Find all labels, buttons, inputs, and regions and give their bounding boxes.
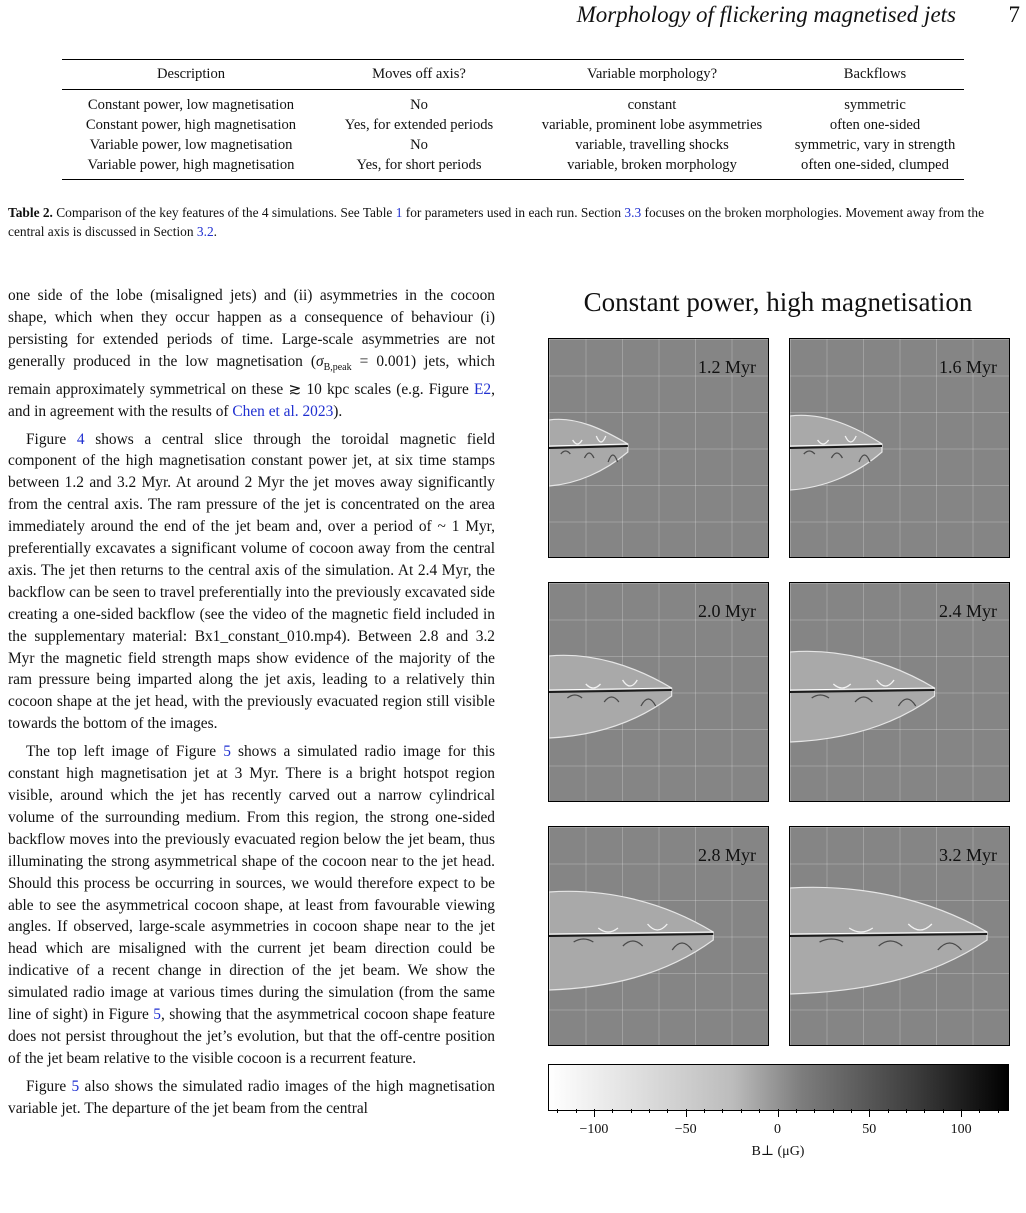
table-header-row	[62, 60, 964, 90]
column-header: Backflows	[786, 60, 964, 90]
colorbar-tick-label: 50	[862, 1122, 877, 1137]
caption-label: Table 2.	[8, 205, 53, 220]
table-cell: Yes, for short periods	[320, 155, 518, 180]
colorbar-minor-tick	[979, 1109, 980, 1113]
text-run: The top left image of Figure	[26, 743, 224, 761]
colorbar-minor-tick	[998, 1109, 999, 1113]
colorbar-minor-tick	[796, 1109, 797, 1113]
colorbar-minor-tick	[759, 1109, 760, 1113]
text-run: Figure	[26, 1077, 72, 1095]
caption-text: .	[213, 224, 218, 239]
figure-ref-link[interactable]: 5	[71, 1077, 80, 1095]
figure-ref-link[interactable]: 4	[76, 430, 85, 448]
text-run: = 0.001) jets, which remain approximately symmetrical on these ≳ 10 kpc scales (e.g. Figure	[8, 352, 495, 398]
colorbar-minor-tick	[557, 1109, 558, 1113]
table-row	[62, 155, 964, 180]
table-cell: Constant power, low magnetisation	[87, 97, 295, 113]
colorbar	[548, 1064, 1009, 1111]
text-run: Figure	[26, 430, 77, 448]
paragraph	[8, 429, 495, 736]
colorbar-tick-label: 0	[774, 1122, 781, 1137]
figure-ref-link[interactable]: E2	[474, 380, 492, 398]
colorbar-minor-tick	[594, 1109, 595, 1117]
panel-time-label: 3.2 Myr	[939, 845, 997, 865]
table-cell: Yes, for extended periods	[344, 117, 494, 133]
table-cell: variable, prominent lobe asymmetries	[541, 117, 763, 133]
colorbar-minor-tick	[686, 1109, 687, 1117]
panel-time-label: 2.0 Myr	[698, 601, 756, 621]
table-cell: No	[410, 97, 428, 113]
panel-time-label: 1.2 Myr	[698, 357, 756, 377]
table-cell: often one-sided	[829, 117, 921, 133]
panel-2.4-myr	[789, 582, 1010, 802]
colorbar-minor-tick	[704, 1109, 705, 1113]
paragraph	[8, 1076, 495, 1120]
table-row	[62, 115, 964, 135]
panel-3.2-myr	[789, 826, 1010, 1046]
colorbar-minor-tick	[649, 1109, 650, 1113]
table-cell: No	[410, 137, 428, 153]
colorbar-minor-tick	[943, 1109, 944, 1113]
colorbar-minor-tick	[814, 1109, 815, 1113]
comparison-table	[62, 59, 964, 180]
colorbar-minor-tick	[851, 1109, 852, 1113]
sigma-symbol: σ	[315, 352, 324, 370]
page-number: 7	[1008, 2, 1020, 27]
running-title: Morphology of flickering magnetised jets	[576, 2, 956, 27]
colorbar-minor-tick	[667, 1109, 668, 1113]
colorbar-minor-tick	[869, 1109, 870, 1117]
text-run: , and in agreement with the results of	[8, 380, 495, 420]
section-ref-link[interactable]: 3.2	[196, 224, 214, 239]
table-row	[62, 90, 964, 116]
sigma-subscript: B,peak	[323, 361, 352, 373]
colorbar-minor-tick	[631, 1109, 632, 1113]
colorbar-minor-tick	[576, 1109, 577, 1113]
panel-time-label: 1.6 Myr	[939, 357, 997, 377]
column-header: Description	[62, 60, 320, 90]
colorbar-minor-tick	[924, 1109, 925, 1113]
panel-2.8-myr	[548, 826, 769, 1046]
colorbar-minor-tick	[722, 1109, 723, 1113]
table-cell: constant	[627, 97, 677, 113]
table-cell: symmetric	[844, 97, 906, 113]
text-run: shows a simulated radio image for this constant high magnetisation jet at 3 Myr. There is a bright hotspot region visible, around which the jet has recently carved out a narrow cylindrical volume of the surrounding medium. From this region, the strong one-sided backflow moves into the previously evacuated region below the jet beam, thus illuminating the strong asymmetrical shape of the cocoon near to the jet head. Should this process be occurring in sources, we would therefore expect to be able to see the asymmetrical cocoon shape, at least from favourable viewing angles. If observed, large-scale asymmetries in cocoon shape near to the jet head which are misaligned with the current jet beam direction could be indicative of a recent change in direction of the jet beam. We show the simulated radio image at various times during the simulation (from the same line of sight) in Figure	[8, 743, 495, 1024]
table-cell: Constant power, high magnetisation	[85, 117, 297, 133]
text-run: , showing that the asymmetrical cocoon shape feature does not persist throughout the jet’s evolution, but that the off-centre position of the jet beam relative to the visible cocoon is a recurrent feature.	[8, 1006, 495, 1067]
text-run: ).	[333, 402, 343, 420]
caption-text: Comparison of the key features of the 4 simulations. See Table	[52, 205, 396, 220]
panel-time-label: 2.8 Myr	[698, 845, 756, 865]
colorbar-minor-tick	[612, 1109, 613, 1113]
figure-ref-link[interactable]: 5	[223, 743, 231, 761]
colorbar-tick-label: 100	[950, 1122, 972, 1137]
body-column	[8, 285, 495, 1120]
table-cell: symmetric, vary in strength	[794, 137, 956, 153]
table-cell: Variable power, low magnetisation	[89, 137, 293, 153]
panel-2.0-myr	[548, 582, 769, 802]
figure-title: Constant power, high magnetisation	[583, 287, 973, 317]
text-run: shows a central slice through the toroidal magnetic field component of the high magnetisation constant power jet, at six time stamps between 1.2 and 3.2 Myr. At around 2 Myr the jet moves away significantly from the central axis. The ram pressure of the jet is concentrated on the area immediately around the end of the jet beam and, over a period of ~ 1 Myr, preferentially excavates a significant volume of cocoon away from the central axis. The jet then returns to the central axis of the simulation. At 2.4 Myr, the backflow can be seen to travel preferentially into the previously excavated side creating a one-sided backflow (see the video of the magnetic field included in the supplementary material: Bx1_constant_010.mp4). Between 2.8 and 3.2 Myr the magnetic field strength maps show evidence of the majority of the ram pressure being imparted along the jet axis, leading to a relatively thin cocoon shape at the jet head, with the previously evacuated region still visible towards the bottom of the images.	[8, 430, 495, 733]
column-header: Moves off axis?	[320, 60, 518, 90]
colorbar-tick-label: −50	[674, 1122, 697, 1137]
table-caption	[8, 203, 1020, 241]
table-cell: variable, travelling shocks	[575, 137, 729, 153]
colorbar-minor-tick	[741, 1109, 742, 1113]
panel-1.6-myr	[789, 338, 1010, 558]
table-cell: often one-sided, clumped	[786, 155, 964, 180]
paragraph	[8, 741, 495, 1070]
table-cell: Variable power, high magnetisation	[62, 155, 320, 180]
colorbar-tick-label: −100	[579, 1122, 609, 1137]
table-row	[62, 135, 964, 155]
colorbar-minor-tick	[833, 1109, 834, 1113]
column-header: Variable morphology?	[518, 60, 786, 90]
colorbar-minor-tick	[961, 1109, 962, 1117]
colorbar-minor-tick	[906, 1109, 907, 1113]
paragraph	[8, 285, 495, 423]
panel-time-label: 2.4 Myr	[939, 601, 997, 621]
text-run: also shows the simulated radio images of the high magnetisation variable jet. The departure of the jet beam from the central	[8, 1077, 495, 1117]
table-ref-link[interactable]: 1	[395, 205, 403, 220]
caption-text: focuses on the broken morphologies. Movement away from the central axis is discussed in Section	[8, 205, 985, 239]
panel-1.2-myr	[548, 338, 769, 558]
colorbar-axis-label: B⊥ (μG)	[751, 1144, 805, 1159]
colorbar-minor-tick	[888, 1109, 889, 1113]
figure-ref-link[interactable]: 5	[153, 1006, 161, 1024]
section-ref-link[interactable]: 3.3	[624, 205, 642, 220]
colorbar-minor-tick	[778, 1109, 779, 1117]
table-cell: variable, broken morphology	[518, 155, 786, 180]
citation-link[interactable]: Chen et al. 2023	[232, 402, 334, 420]
caption-text: for parameters used in each run. Section	[402, 205, 625, 220]
text-run: one side of the lobe (misaligned jets) and (ii) asymmetries in the cocoon shape, which when they occur happen as a consequence of behaviour (i) persisting for extended periods of time. Large-scale asymmetries are not generally produced in the low magnetisation (	[8, 287, 495, 370]
